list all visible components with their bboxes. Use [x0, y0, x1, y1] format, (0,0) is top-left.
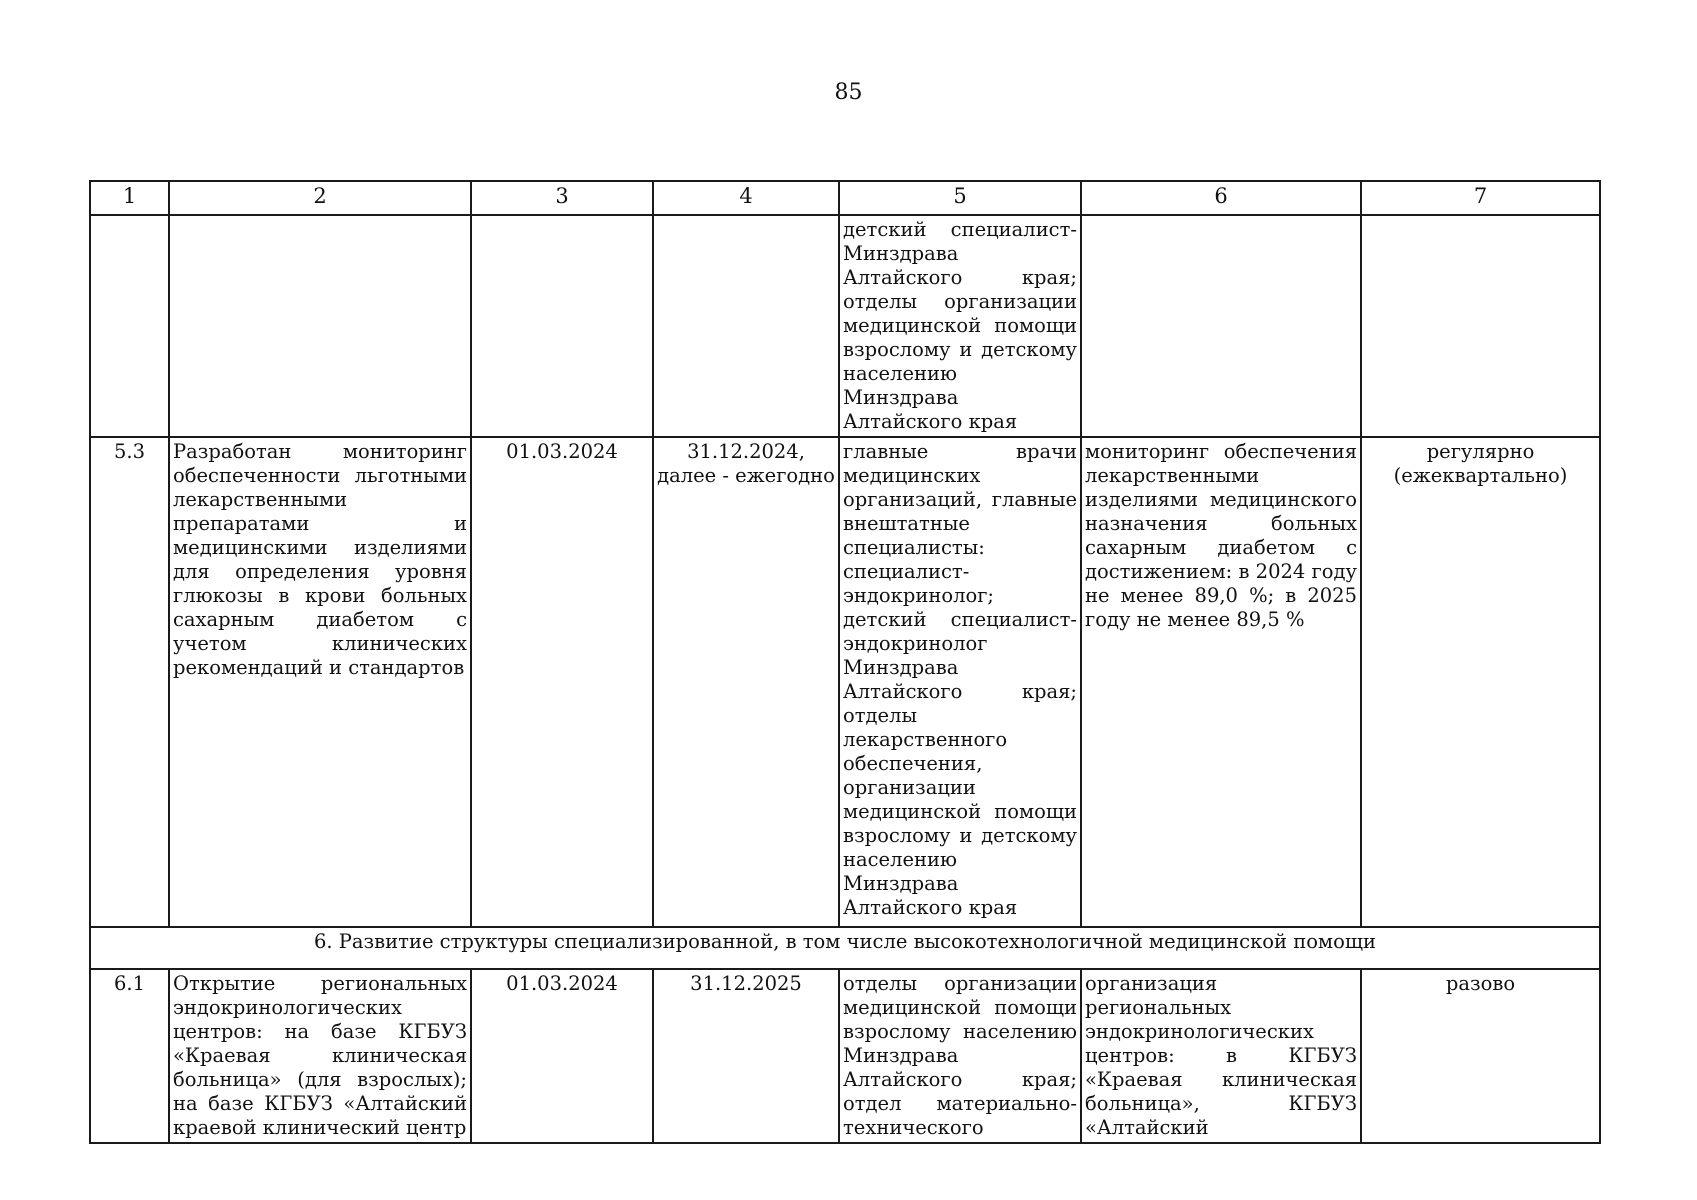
table-cell [471, 215, 653, 437]
frequency-cell: разово [1361, 969, 1600, 1143]
table-row [90, 215, 1600, 437]
table-cell [169, 215, 471, 437]
start-date: 01.03.2024 [471, 969, 653, 1143]
table-cell [653, 215, 839, 437]
result-cell: организация региональных эндокринологических центров: в КГБУЗ «Краевая клиническая больница», КГБУЗ «Алтайский [1081, 969, 1361, 1143]
measure-name: Открытие региональных эндокринологических центров: на базе КГБУЗ «Краевая клиническая больница» (для взрослых); на базе КГБУЗ «Алтайский краевой клинический центр [169, 969, 471, 1143]
column-header: 5 [839, 181, 1081, 215]
section-heading-row [90, 927, 1600, 969]
responsible-cell: детский специалист-Минздрава Алтайского края; отделы организации медицинской помощи взрослому и детскому населению Минздрава Алтайского края [839, 215, 1081, 437]
table-row [90, 437, 1600, 927]
column-header: 1 [90, 181, 169, 215]
row-number: 5.3 [90, 437, 169, 927]
measure-name: Разработан мониторинг обеспеченности льготными лекарственными препаратами и медицинскими изделиями для определения уровня глюкозы в крови больных сахарным диабетом с учетом клинических рекомендаций и стандартов [169, 437, 471, 927]
plan-table [89, 180, 1601, 1144]
page-number: 85 [834, 80, 863, 105]
table-cell [90, 215, 169, 437]
section-title: 6. Развитие структуры специализированной, в том числе высокотехнологичной медицинской помощи [90, 927, 1600, 969]
column-header: 2 [169, 181, 471, 215]
start-date: 01.03.2024 [471, 437, 653, 927]
result-cell: мониторинг обеспечения лекарственными изделиями медицинского назначения больных сахарным диабетом с достижением: в 2024 году не менее 89,0 %; в 2025 году не менее 89,5 % [1081, 437, 1361, 927]
column-header: 6 [1081, 181, 1361, 215]
responsible-cell: главные врачи медицинских организаций, главные внештатные специалисты: специалист-эндокринолог; детский специалист-эндокринолог Минздрава Алтайского края; отделы лекарственного обеспечения, организации медицинской помощи взрослому и детскому населению Минздрава Алтайского края [839, 437, 1081, 927]
responsible-cell: отделы организации медицинской помощи взрослому населению Минздрава Алтайского края; отдел материально-технического [839, 969, 1081, 1143]
column-header: 3 [471, 181, 653, 215]
column-header: 7 [1361, 181, 1600, 215]
end-date: 31.12.2024, далее - ежегодно [653, 437, 839, 927]
column-number-row [90, 181, 1600, 215]
row-number: 6.1 [90, 969, 169, 1143]
end-date: 31.12.2025 [653, 969, 839, 1143]
frequency-cell: регулярно (ежеквартально) [1361, 437, 1600, 927]
column-header: 4 [653, 181, 839, 215]
table-cell [1361, 215, 1600, 437]
table-cell [1081, 215, 1361, 437]
table-row [90, 969, 1600, 1143]
